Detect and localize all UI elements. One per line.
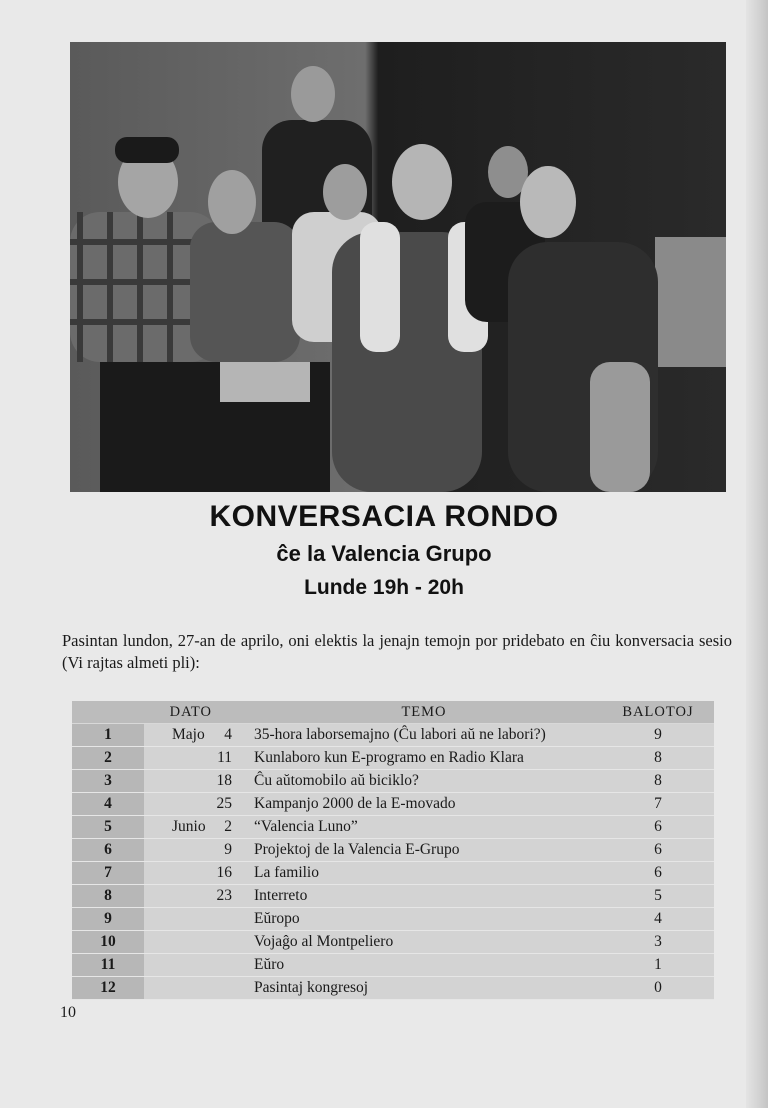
group-photo-illustration — [70, 42, 726, 492]
table-row — [72, 931, 714, 954]
row-votes: 6 — [602, 816, 714, 839]
row-topic: Interreto — [246, 885, 602, 908]
page-number: 10 — [60, 1004, 76, 1021]
row-day — [210, 977, 246, 1000]
row-day: 9 — [210, 839, 246, 862]
table-row — [72, 977, 714, 1000]
article-subtitle: ĉe la Valencia Grupo — [276, 541, 492, 566]
row-votes: 6 — [602, 862, 714, 885]
row-month — [144, 977, 210, 1000]
row-day: 23 — [210, 885, 246, 908]
row-number: 11 — [72, 954, 144, 977]
row-month — [144, 770, 210, 793]
row-number: 10 — [72, 931, 144, 954]
row-votes: 8 — [602, 747, 714, 770]
row-votes: 1 — [602, 954, 714, 977]
header-dato: DATO — [72, 701, 246, 724]
row-votes: 6 — [602, 839, 714, 862]
row-number: 9 — [72, 908, 144, 931]
row-number: 8 — [72, 885, 144, 908]
table-row — [72, 770, 714, 793]
row-topic: Ĉu aŭtomobilo aŭ biciklo? — [246, 770, 602, 793]
meeting-time: Lunde 19h - 20h — [304, 576, 464, 599]
row-number: 7 — [72, 862, 144, 885]
row-month — [144, 793, 210, 816]
row-month — [144, 839, 210, 862]
row-day: 18 — [210, 770, 246, 793]
row-topic: Kampanjo 2000 de la E-movado — [246, 793, 602, 816]
row-number: 12 — [72, 977, 144, 1000]
table-header-row — [72, 701, 714, 724]
row-month — [144, 747, 210, 770]
row-month: Junio — [144, 816, 210, 839]
row-number: 6 — [72, 839, 144, 862]
row-day: 11 — [210, 747, 246, 770]
row-day: 25 — [210, 793, 246, 816]
row-votes: 3 — [602, 931, 714, 954]
row-day — [210, 908, 246, 931]
table-row — [72, 816, 714, 839]
row-month — [144, 954, 210, 977]
row-topic: “Valencia Luno” — [246, 816, 602, 839]
row-votes: 8 — [602, 770, 714, 793]
table-row — [72, 885, 714, 908]
topics-table-container — [72, 701, 714, 999]
row-topic: Eŭropo — [246, 908, 602, 931]
row-number: 2 — [72, 747, 144, 770]
topics-table — [72, 701, 714, 1000]
row-votes: 5 — [602, 885, 714, 908]
row-month — [144, 908, 210, 931]
row-month — [144, 931, 210, 954]
header-balotoj: BALOTOJ — [602, 701, 714, 724]
row-day — [210, 954, 246, 977]
header-temo: TEMO — [246, 701, 602, 724]
row-topic: Eŭro — [246, 954, 602, 977]
row-topic: La familio — [246, 862, 602, 885]
row-month — [144, 862, 210, 885]
row-day — [210, 931, 246, 954]
table-row — [72, 793, 714, 816]
row-votes: 0 — [602, 977, 714, 1000]
row-topic: Kunlaboro kun E-programo en Radio Klara — [246, 747, 602, 770]
row-month: Majo — [144, 724, 210, 747]
table-row — [72, 747, 714, 770]
row-topic: Vojaĝo al Montpeliero — [246, 931, 602, 954]
group-photo — [70, 42, 726, 492]
row-votes: 9 — [602, 724, 714, 747]
row-votes: 4 — [602, 908, 714, 931]
row-day: 2 — [210, 816, 246, 839]
intro-paragraph: Pasintan lundon, 27-an de aprilo, oni elektis la jenajn temojn por pridebato en ĉiu konversacia sesio (Vi rajtas almeti pli): — [62, 631, 732, 672]
row-month — [144, 885, 210, 908]
row-day: 4 — [210, 724, 246, 747]
row-topic: 35-hora laborsemajno (Ĉu labori aŭ ne labori?) — [246, 724, 602, 747]
row-number: 1 — [72, 724, 144, 747]
table-row — [72, 839, 714, 862]
table-row — [72, 954, 714, 977]
row-topic: Pasintaj kongresoj — [246, 977, 602, 1000]
row-number: 5 — [72, 816, 144, 839]
row-number: 4 — [72, 793, 144, 816]
table-row — [72, 724, 714, 747]
article-title: KONVERSACIA RONDO — [209, 500, 559, 533]
table-row — [72, 908, 714, 931]
table-row — [72, 862, 714, 885]
row-topic: Projektoj de la Valencia E-Grupo — [246, 839, 602, 862]
row-number: 3 — [72, 770, 144, 793]
row-votes: 7 — [602, 793, 714, 816]
row-day: 16 — [210, 862, 246, 885]
